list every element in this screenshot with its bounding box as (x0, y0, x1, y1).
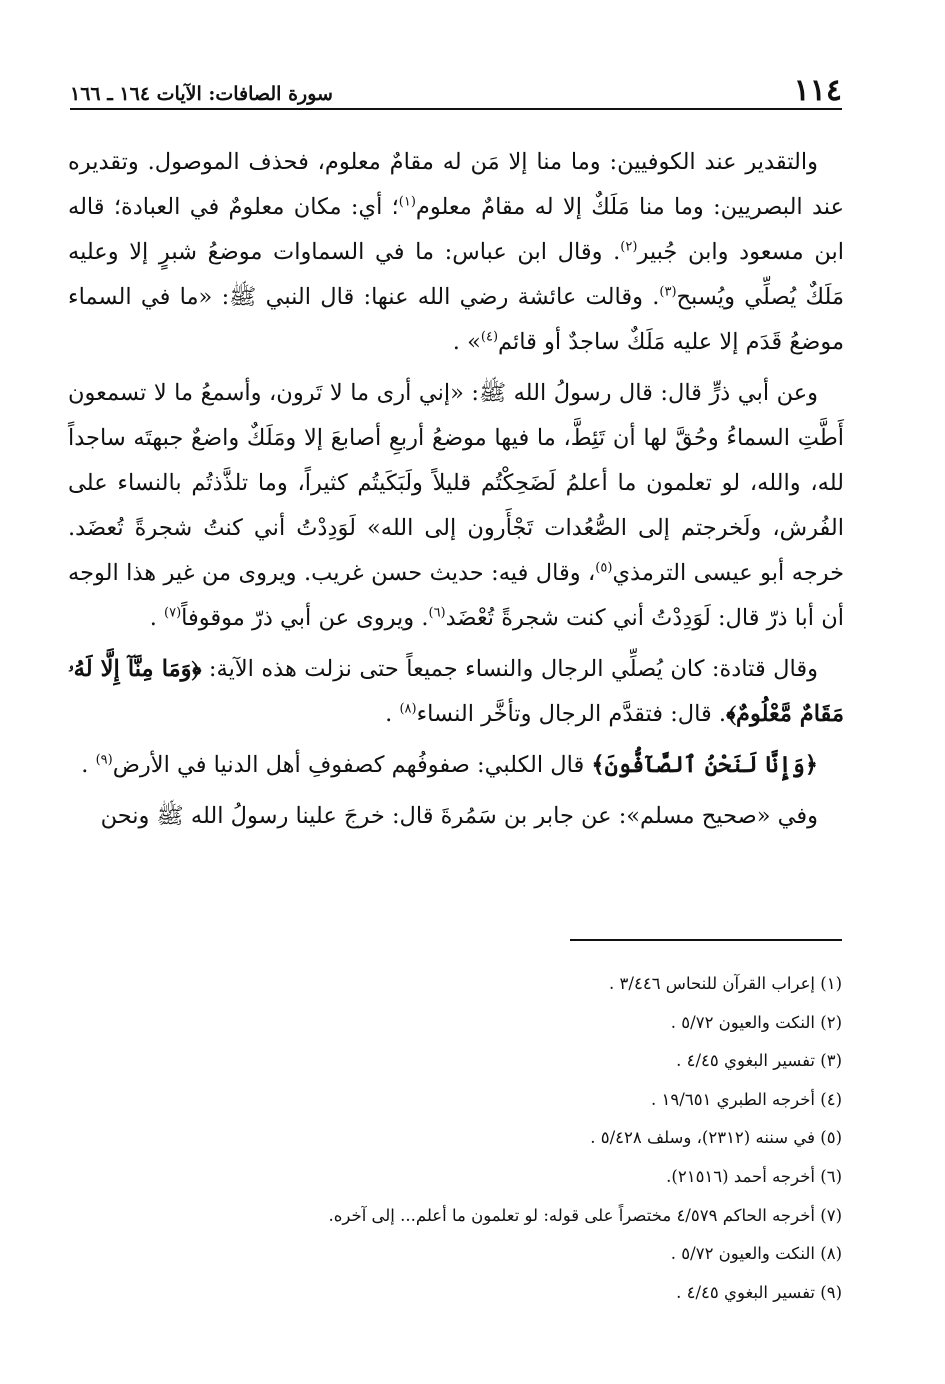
text-run: ؛ أي: مكان معلومٌ في العبادة؛ قاله ابن مسعود وابن جُبير (68, 194, 845, 265)
footnotes-list (142, 965, 842, 1312)
text-run: قال الكلبي: صفوفُهم كصفوفِ أهل الدنيا في الأرض (112, 752, 592, 778)
footnote: (٣) تفسير البغوي ٤/٤٥ . (676, 1051, 842, 1071)
footnote-marker: (٢) (620, 239, 638, 255)
footnote: (٢) النكت والعيون ٥/٧٢ . (670, 1012, 842, 1032)
footnote: (١) إعراب القرآن للنحاس ٣/٤٤٦ . (609, 974, 842, 993)
footnote-marker: (٧) (164, 605, 182, 621)
footnote-divider (570, 939, 842, 941)
main-text (68, 140, 844, 845)
paragraph (68, 743, 844, 788)
text-run: وفي «صحيح مسلم»: عن جابر بن سَمُرةَ قال: خرجَ علينا رسولُ الله ﷺ ونحن (100, 803, 818, 829)
text-run: وعن أبي ذرٍّ قال: قال رسولُ الله ﷺ: «إني أرى ما لا تَرون، وأسمعُ ما لا تسمعون أَطَّتِ السماءُ وحُقَّ لها أن تَئِطَّ، ما فيها موضعُ أربعِ أصابعَ إلا ومَلَكٌ واضعٌ جبهتَه ساجداً لله، والله، لو تعلمون ما أعلمُ لَضَحِكْتُم قليلاً ولَبَكَيتُم كثيراً، وما تلذَّذتُم بالنساء على الفُرش، ولَخرجتم إلى الصُّعُدات تَجْأَرون إلى الله» لَوَدِدْتُ أني كنتُ شجرةً تُعضَد. خرجه أبو عيسى الترمذي (68, 380, 844, 586)
text-run: . وقال ابن عباس: ما في السماوات موضعُ شبرٍ إلا وعليه مَلَكٌ يُصلِّي ويُسبح (68, 239, 844, 310)
text-run: . (81, 752, 96, 778)
text-run: . (149, 605, 165, 631)
footnote-marker: (٤) (480, 329, 499, 345)
text-run: والتقدير عند الكوفيين: وما منا إلا مَن له مقامٌ معلوم، فحذف الموصول. وتقديره عند البصريين: وما منا مَلَكٌ إلا له مقامٌ معلوم (68, 149, 844, 220)
page-number: ١١٤ (793, 73, 842, 108)
running-title: سورة الصافات: الآيات ١٦٤ ـ ١٦٦ (70, 83, 333, 106)
footnote: (٧) أخرجه الحاكم ٤/٥٧٩ مختصراً على قوله: لو تعلمون ما أعلم... إلى آخره. (328, 1205, 842, 1225)
text-run: . (385, 701, 400, 727)
footnote-marker: (٨) (399, 701, 417, 717)
footnote-marker: (١) (398, 194, 416, 210)
paragraph (68, 371, 844, 641)
text-run: » . (452, 329, 481, 355)
text-run: . ويروى عن أبي ذرّ موقوفاً (181, 605, 429, 631)
quran-verse: ﴿وَمَا مِنَّآ إِلَّا لَهُۥ مَقَامٌ مَّعْلُومٌ﴾ (68, 656, 844, 727)
footnote-marker: (٣) (659, 284, 677, 300)
footnote-marker: (٦) (428, 605, 446, 621)
footnote: (٨) النكت والعيون ٥/٧٢ . (670, 1244, 842, 1264)
paragraph (68, 647, 844, 737)
paragraph (68, 140, 844, 365)
text-run: ، وقال فيه: حديث حسن غريب. ويروى من غير هذا الوجه أن أبا ذرّ قال: لَوَدِدْتُ أني كنت شجرةً تُعْضَد (68, 560, 844, 631)
quran-verse: ﴿وَإِنَّا لَنَحْنُ ٱلصَّآفُّونَ﴾ (591, 752, 818, 778)
text-run: . قال: فتقدَّم الرجال وتأخَّر النساء (416, 701, 727, 727)
footnote: (٥) في سننه (٢٣١٢)، وسلف ٥/٤٢٨ . (590, 1128, 842, 1148)
paragraph (68, 794, 844, 839)
text-run: وقال قتادة: كان يُصلِّي الرجال والنساء جميعاً حتى نزلت هذه الآية: (201, 656, 818, 682)
page-header (70, 66, 842, 110)
footnote-marker: (٩) (95, 752, 113, 768)
footnote: (٤) أخرجه الطبري ١٩/٦٥١ . (651, 1089, 842, 1109)
text-run: . وقالت عائشة رضي الله عنها: قال النبي ﷺ: «ما في السماء موضعُ قَدَم إلا عليه مَلَكٌ ساجدٌ أو قائم (68, 284, 844, 355)
footnote-marker: (٥) (595, 560, 613, 576)
footnote: (٩) تفسير البغوي ٤/٤٥ . (676, 1282, 842, 1302)
footnote: (٦) أخرجه أحمد (٢١٥١٦). (666, 1166, 842, 1186)
